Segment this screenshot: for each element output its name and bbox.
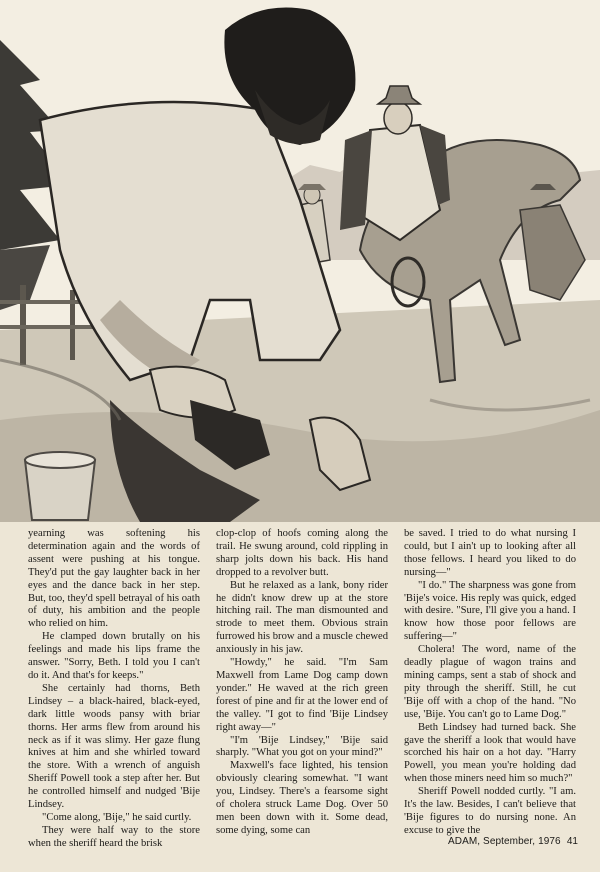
- paragraph: But he relaxed as a lank, bony rider he didn't know drew up at the store hitching rail. The man dismounted and strode to meet them. Obvious strain furrowed his brow and a muscle chewed anxiously in his jaw.: [216, 579, 388, 656]
- text-column-2: [216, 528, 388, 836]
- paragraph: Beth Lindsey had turned back. She gave the sheriff a look that would have scorched his hair on a hot day. "Harry Powell, you mean you're holding dad when those miners need him so much?": [404, 721, 576, 785]
- text-column-3: [404, 528, 576, 836]
- paragraph: He clamped down brutally on his feelings and made his lips frame the answer. "Sorry, Beth. I told you I can't do it. And that's for keeps.": [28, 631, 200, 681]
- paragraph: "Come along, 'Bije," he said curtly.: [42, 811, 192, 823]
- publication-credit: ADAM, September, 1976: [448, 835, 561, 847]
- paragraph: clop-clop of hoofs coming along the trail. He swung around, cold rippling in sharp jolts down his back. His hand dropped to a revolver butt.: [216, 528, 388, 578]
- paragraph: Sheriff Powell nodded curtly. "I am. It's the law. Besides, I can't believe that 'Bije figures to do nursing none. An excuse to give the: [404, 786, 576, 836]
- paragraph: "Howdy," he said. "I'm Sam Maxwell from Lame Dog camp down yonder." He waved at the rich green forest of pine and fir at the lower end of the valley. "I got to find 'Bije Lindsey right away—": [216, 657, 388, 733]
- paragraph: yearning was softening his determination again and the words of assent were pushing at his tongue. They'd put the gay laughter back in her eyes and the dance back in her step. But, too, they'd spell betrayal of his oath of duty, his ambition and the people who relied on him.: [28, 528, 200, 630]
- paragraph: She certainly had thorns, Beth Lindsey – a black-haired, black-eyed, dark little woods pansy with briar thorns. Her arms flew from around his neck as if it was slimy. Her gaze flung knives at him and she whirled toward the store. With a wrench of anguish Sheriff Powell took a step after her. But he controlled himself and nudged 'Bije Lindsey.: [28, 682, 200, 811]
- page-footer: [448, 834, 578, 848]
- text-column-1: [28, 528, 200, 849]
- paragraph: be saved. I tried to do what nursing I could, but I ain't up to looking after all those fellows. I heard you liked to do nursing—": [404, 528, 576, 578]
- paragraph: "I do." The sharpness was gone from 'Bije's voice. His reply was quick, edged with desire. "Sure, I'll give you a hand. I know how those poor fellows are suffering—": [404, 579, 576, 643]
- paragraph: Cholera! The word, name of the deadly plague of wagon trains and mining camps, sent a stab of shock and pity through the sheriff. Still, he cut 'Bije off with a chop of the hand. "No use, 'Bije. You can't go to Lame Dog.": [404, 644, 576, 720]
- paragraph: They were half way to the store when the sheriff heard the brisk: [28, 824, 200, 849]
- paragraph: "I'm 'Bije Lindsey," 'Bije said sharply. "What you got on your mind?": [216, 734, 388, 759]
- page-number: 41: [566, 835, 578, 847]
- paragraph: Maxwell's face lighted, his tension obviously clearing somewhat. "I want you, Lindsey. There's a fearsome sight of cholera struck Lame Dog. Over 50 men been down with it. Some dead, some dying, some can: [216, 760, 388, 836]
